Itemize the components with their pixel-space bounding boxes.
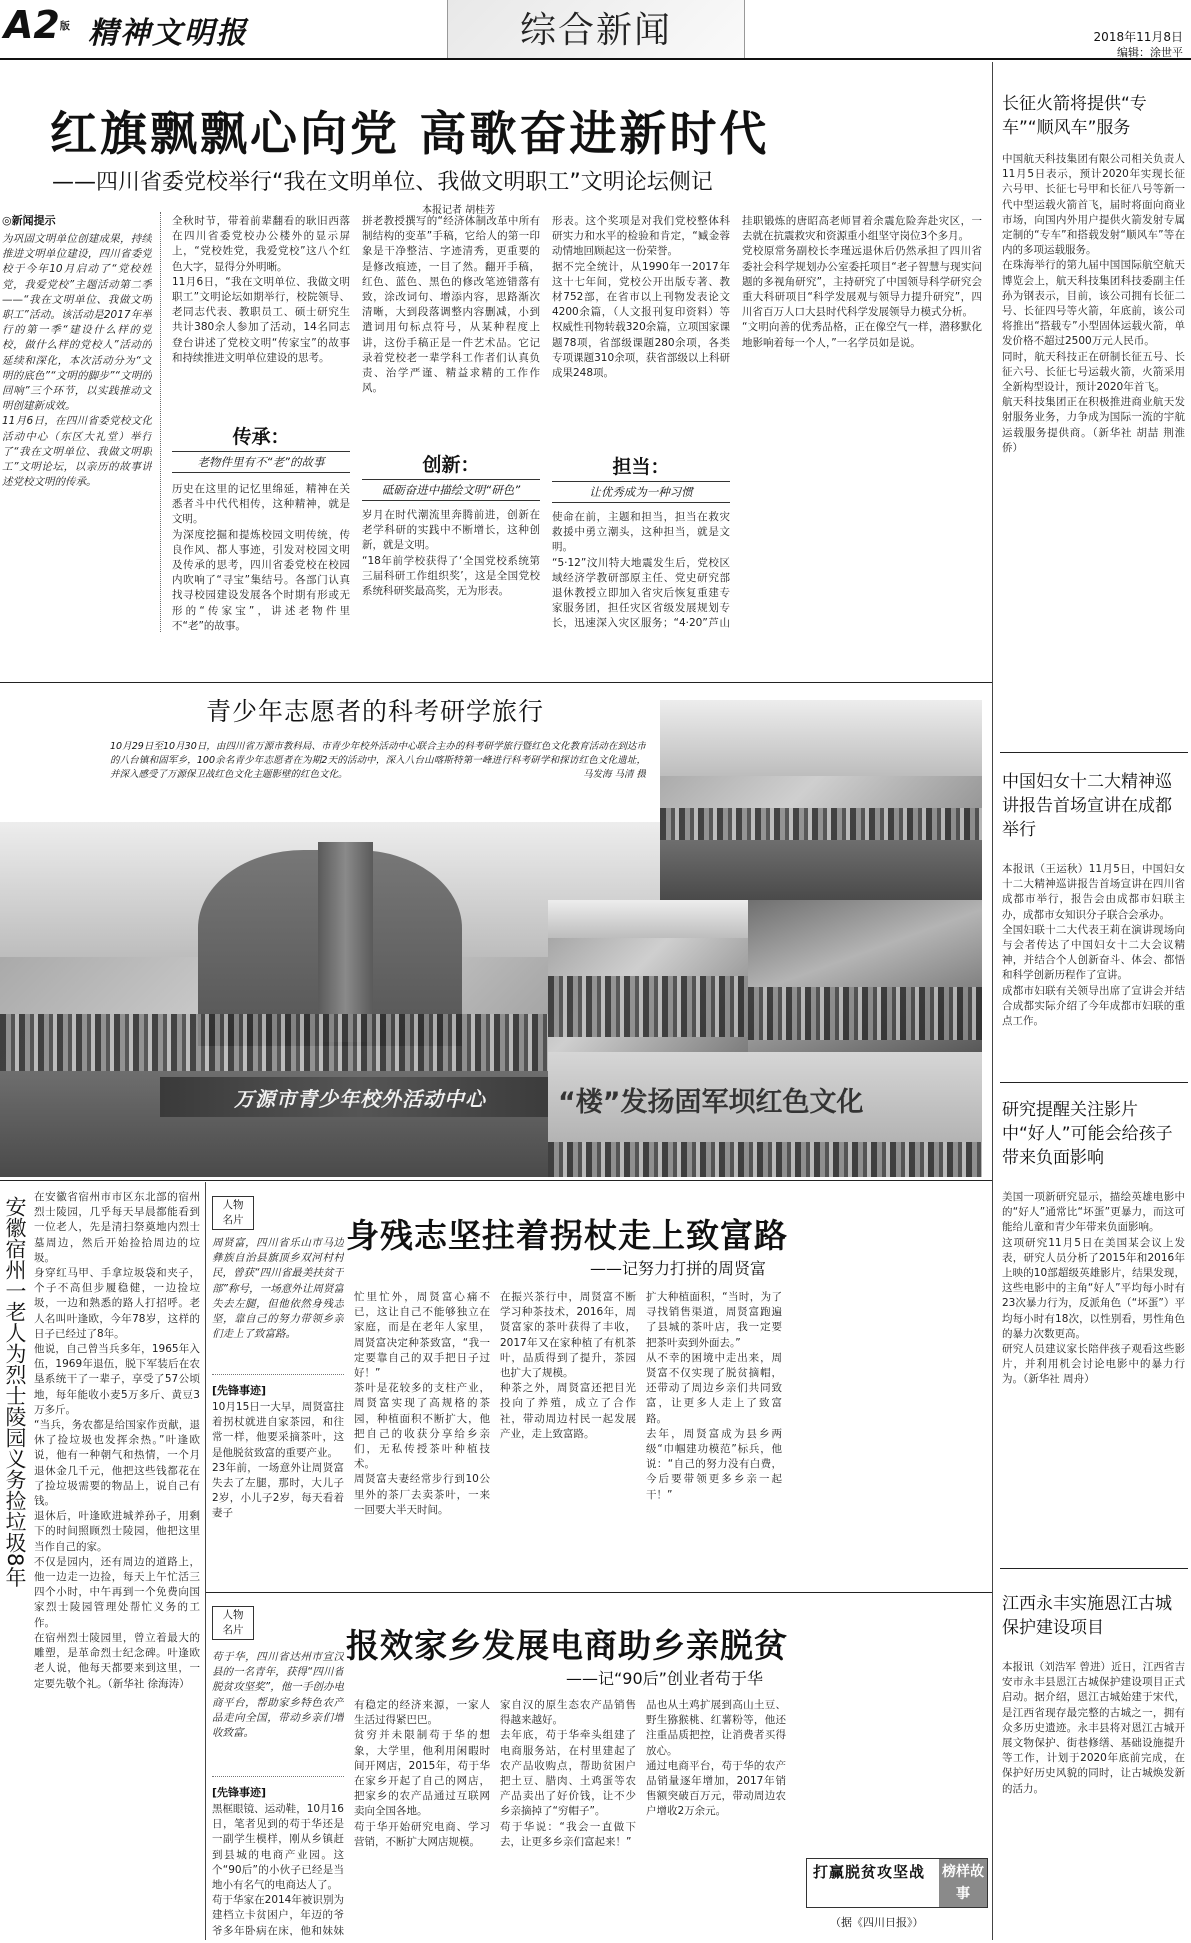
page-number: A2版 (4, 3, 70, 47)
photo-feature-bottom-rule (0, 1180, 992, 1181)
section-box (447, 0, 745, 58)
photo-feature-caption (110, 740, 646, 804)
group-banner (160, 1077, 560, 1117)
gou-source: （据《四川日报》） (830, 1916, 924, 1929)
group-banner-text: 万源市青少年校外活动中心 (234, 1086, 486, 1111)
zhou-col-2: 忙里忙外，周贤富心痛不已，这让自己不能够独立在家庭，而是在老年人家里，周贤富决定种茶致富，“我一定要靠自己的双手把日子过好！” 茶叶是花较多的支柱产业，周贤富实现了高规格的茶园，种植面积不断扩大，他把自己的收获分享给乡亲们，无私传授茶叶种植技术。 周贤富夫妻经常步行到10公里外的茶厂去卖茶叶，一来一回要大半天时间。 (354, 1291, 490, 1516)
photo-red-culture-sign (548, 1052, 982, 1177)
right-story-3-body: 美国一项新研究显示，描绘英雄电影中的“好人”通常比“坏蛋”更暴力，而这可能给儿童和青少年带来负面影响。 这项研究11月5日在美国某会议上发表，研究人员分析了2015年和2016年上映的10部超级英雄影片，结果发现，这些电影中的主角“好人”平均每小时有23次暴力行为，反派角色（“坏蛋”）平均每小时有18次，以性别看，男性角色的暴力次数更高。 研究人员建议家长陪伴孩子观看这些影片，并利用机会讨论电影中的暴力行为。（新华社 周舟） (1002, 1191, 1185, 1386)
lead-sub-3-line: 让优秀成为一种习惯 (552, 481, 730, 503)
photo-feature-title: 青少年志愿者的科考研学旅行 (206, 697, 545, 726)
zhou-subhead: ——记努力打拼的周贤富 (590, 1259, 767, 1278)
lead-col-1b: 历史在这里的记忆里绵延，精神在关悉者斗中代代相传，这种精神，就是文明。 为深度挖掘和提炼校园文明传统，传良作风、都人事迹，引发对校园文明及传承的思考，四川省委党校在校园内吹响了“寻宝”集结号。各部门认真找寻校园建设发展各个时期有形或无形的“传家宝”，讲述老物件里不“老”的故事。 (172, 483, 350, 632)
news-tip-heading: ◎新闻提示 (2, 214, 56, 227)
photo-classroom (548, 900, 748, 1052)
right-rule-3 (1000, 1568, 1188, 1569)
photo-feature-top-rule (0, 682, 992, 683)
lead-sub-1-line: 老物件里有不“老”的故事 (172, 451, 350, 473)
lead-sub-3 (552, 452, 730, 503)
gou-col-4: 品也从土鸡扩展到高山土豆、野生猕猴桃、红薯粉等，他还注重品质把控，让消费者买得放心。 通过电商平台，苟于华的农产品销量逐年增加，2017年销售额突破百万元，带动周边农户增收2万余元。 (646, 1699, 786, 1818)
lead-col-2b: 岁月在时代潮流里奔腾前进，创新在老学科研的实践中不断增长，这种创新，就是文明。 “18年前学校获得了‘全国党校系统第三届科研工作组织奖’，这是全国党校系统科研奖最高奖，无为形表。 (362, 509, 540, 598)
lead-subhead: ——四川省委党校举行“我在文明单位、我做文明职工”文明论坛侧记 (52, 170, 713, 195)
zhou-col-3: 在振兴茶行中，周贤富不断学习种茶技术，2016年，周贤富家的茶叶获得了丰收，2017年又在家种植了有机茶叶，品质得到了提升，茶园也扩大了规模。 种茶之外，周贤富还把目光投向了养殖，成立了合作社，带动周边村民一起发展产业，走上致富路。 (500, 1291, 636, 1440)
news-tip-box (0, 212, 161, 632)
paper-name: 精神文明报 (88, 16, 248, 51)
lead-col-4: 挂职锻炼的唐昭高老师冒着余震危险奔赴灾区，一去就在抗震救灾和资源重小组坚守岗位3个多月。 党校原常务副校长李瑾远退休后仍然承担了四川省委社会科学规划办公室委托项目“老子智慧与现实问题的多视角研究”，主持研究了中国领导科学研究会重大科研项目“科学发展观与领导力提升研究”，四川省百万人口大县时代科学发展领导力模式分析。 “文明向善的优秀品格，正在像空气一样，潜移默化地影响着每一个人，”一名学员如是说。 (742, 215, 982, 349)
anhui-vertical-title: 安徽宿州一老人为烈士陵园义务捡垃圾8年 (3, 1196, 27, 1588)
stamp-right-text: 榜样故事 (939, 1859, 987, 1907)
zhou-pioneer-tag: [先锋事迹] (212, 1384, 267, 1397)
news-tip-body: 为巩固文明单位创建成果，持续推进文明单位建设，四川省委党校于今年10月启动了“党校姓党，我爱党校”主题活动第二季——“我在文明单位、我做文明职工”活动。该活动是2017年举行的第一季“建设什么样的党校，做什么样的党校人”活动的延续和深化，本次活动分为“文明的底色”“文明的脚步”“文明的回响”三个环节，以实践推动文明创建新成效。 11月6日，在四川省委党校文化活动中心（东区大礼堂）举行了“我在文明单位、我做文明职工”文明论坛，以亲历的故事讲述党校文明的传承。 (2, 233, 152, 489)
anhui-divider (205, 1182, 206, 1940)
zhou-col-4: 扩大种植面积，“当时，为了寻找销售渠道，周贤富跑遍了县城的茶叶店，我一定要把茶叶卖到外面去。” 从不幸的困境中走出来，周贤富不仅实现了脱贫摘帽，还带动了周边乡亲们共同致富，让更多人走上了致富路。 去年，周贤富成为县乡两级“巾帼建功模范”标兵，他说：“自己的努力没有白费，今后要带领更多乡亲一起干！” (646, 1291, 782, 1501)
anhui-body: 在安徽省宿州市市区东北部的宿州烈士陵园，几乎每天早晨都能看到一位老人，先是清扫祭奠地内烈士墓周边，然后开始捡拾周边的垃圾。 身穿红马甲、手拿垃圾袋和夹子，个子不高但步履稳健，一边捡垃圾，一边和熟悉的路人打招呼。老人名叫叶逢欧，今年78岁，这样的日子已经过了8年。 他说，自己曾当兵多年，1965年入伍，1969年退伍，脱下军装后在农垦系统干了一辈子，享受了57公顷地，每年能收小麦5万多斤、黄豆3万多斤。 “当兵，务农都是给国家作贡献，退休了捡垃圾也发挥余热。”叶逢欧说，他有一种朝气和热情，一个月退休金几千元，他把这些钱都花在了捡垃圾需要的物品上，说自己有钱。 退休后，叶逢欧进城养孙子，用剩下的时间照顾烈士陵园，他把这里当作自己的家。 不仅是园内，还有周边的道路上，他一边走一边捡，每天上午忙活三四个小时，中午再到一个免费向国家烈士陵园管理处帮忙义务的工作。 在宿州烈士陵园里，曾立着最大的雕塑，是革命烈士纪念碑。叶逢欧老人说，他每天都要来到这里，一定要先敬个礼。（新华社 徐海涛） (34, 1191, 200, 1690)
gou-headline: 报效家乡发展电商助乡亲脱贫 (346, 1626, 788, 1665)
gou-intro: 苟于华，四川省达州市宣汉县的一名青年，获得“四川省脱贫攻坚奖”，他一手创办电商平台，帮助家乡特色农产品走向全国，带动乡亲们增收致富。 (212, 1650, 344, 1777)
masthead (0, 0, 1191, 60)
lead-sub-2 (362, 450, 540, 501)
right-story-1-title: 长征火箭将提供“专车”“顺风车”服务 (1002, 94, 1147, 138)
zhou-headline: 身残志坚拄着拐杖走上致富路 (346, 1216, 788, 1255)
right-story-4-body: 本报讯（刘浩军 曾进）近日，江西省吉安市永丰县恩江古城保护建设项目正式启动。据介绍，恩江古城始建于宋代，是江西省现存最完整的古城之一，拥有众多历史遗迹。永丰县将对恩江古城开展文物保护、街巷修缮、基础设施提升等工作，计划于2020年底前完成，在保护好历史风貌的同时，让古城焕发新的活力。 (1002, 1661, 1185, 1795)
right-rule-1 (1000, 752, 1188, 753)
photo-credit: 马发海 马清 摄 (582, 769, 646, 780)
lead-headline: 红旗飘飘心向党 高歌奋进新时代 (50, 107, 770, 162)
issue-date: 2018年11月8日 (1093, 30, 1183, 44)
right-story-4-title: 江西永丰实施恩江古城保护建设项目 (1002, 1594, 1172, 1638)
photo-caption-text: 10月29日至10月30日，由四川省万源市教科局、市青少年校外活动中心联合主办的科考研学旅行暨红色文化教育活动在到达市的八台镇和固军乡，100余名青少年志愿者在为期2天的活动中，深入八台山喀斯特第一峰进行科考研学和探访红色文化遗址，并深入感受了万源保卫战红色文化主题影壁的红色文化。 (110, 741, 646, 780)
right-story-1-body: 中国航天科技集团有限公司相关负责人11月5日表示，预计2020年实现长征六号甲、长征七号甲和长征八号等新一代中型运载火箭首飞，届时将面向商业市场，向国内外用户提供火箭发射专属定制的“专车”和搭载发射“顺风车”等在内的多项运载服务。 在珠海举行的第九届中国国际航空航天博览会上，航天科技集团科技委副主任孙为钢表示，目前，该公司拥有长征二号、长征四号等火箭，年底前，该公司将推出“搭载专”小型固体运载火箭，单发价格不超过2500万元人民币。 同时，航天科技正在研制长征五号、长征六号、长征七号运载火箭，火箭采用全新构型设计，预计2020年首飞。 航天科技集团正在积极推进商业航天发射服务业务，力争成为国际一流的宇航运载服务提供商。（新华社 胡喆 荆淮侨） (1002, 153, 1185, 454)
right-story-3-title: 研究提醒关注影片中“好人”可能会给孩子带来负面影响 (1002, 1100, 1173, 1168)
lead-byline: 本报记者 胡桂芳 (422, 205, 496, 216)
masthead-rule (0, 58, 1191, 60)
photo-hikers (660, 700, 982, 900)
lead-col-2: 拼老教授撰写的“经济体制改革中所有制结构的变革”手稿，它给人的第一印象是干净整洁、字迹清秀，更重要的是修改痕迹，一目了然。翻开手稿，红色、蓝色、黑色的修改笔迹错落有致，涂改词句、增添内容，思路渐次清晰，大到段落调整内容删减，小到遣词用句标点符号，从某种程度上讲，这份手稿正是一件艺术品。它记录着党校老一辈学科工作者们认真负责、治学严谨、精益求精的工作作风。 (362, 215, 540, 395)
photo-forest (748, 900, 982, 1052)
zhou-intro: 周贤富，四川省乐山市马边彝族自治县旗顶乡双河村村民，曾获“四川省最美扶贫干部”称号，一场意外让周贤富失去左腿，但他依然身残志坚，靠自己的努力带领乡亲们走上了致富路。 (212, 1236, 344, 1375)
poverty-campaign-stamp (806, 1858, 988, 1908)
gou-subhead: ——记“90后”创业者苟于华 (566, 1669, 763, 1688)
zhou-person-tag: 人物 名片 (212, 1196, 254, 1230)
right-story-2-title: 中国妇女十二大精神巡讲报告首场宣讲在成都举行 (1002, 772, 1172, 840)
right-story-2-body: 本报讯（王运秋）11月5日，中国妇女十二大精神巡讲报告首场宣讲在四川省成都市举行，报告会由成都市妇联主办，成都市女知识分子联合会承办。 全国妇联十二大代表王莉在演讲现场向与会者传达了中国妇女十二大会议精神，并结合个人创新奋斗、体会、都悟和科学创新历程作了宣讲。 成都市妇联有关领导出席了宣讲会并结合成都实际介绍了今年成都市妇联的重点工作。 (1002, 863, 1185, 1028)
lead-col-1: 全秋时节，带着前辈翻看的耿旧西落在四川省委党校办公楼外的显示屏上，“党校姓党，我爱党校”这八个红色大字，显得分外明晰。 11月6日，“我在文明单位、我做文明职工”文明论坛如期举行，校院领导、老同志代表、教职员工、硕士研究生共计380余人参加了活动，14名同志登台讲述了党校文明“传家宝”的故事和持续推进文明单位建设的思考。 (172, 215, 350, 364)
zhou-gou-rule (206, 1592, 992, 1593)
editor-line: 编辑：涂世平 (1117, 46, 1183, 59)
zhou-col-1: 10月15日一大早，周贤富拄着拐杖就进自家茶园，和往常一样，他要采摘茶叶，这是他脱贫致富的重要产业。 23年前，一场意外让周贤富失去了左腿，那时，大儿子2岁，小儿子2岁，每天看着妻子 (212, 1401, 344, 1520)
lead-sub-2-kicker: 创新： (422, 454, 480, 476)
lead-sub-1 (172, 422, 350, 473)
lead-sub-2-line: 砥砺奋进中描绘文明“研色” (362, 479, 540, 501)
right-rule-2 (1000, 1082, 1188, 1083)
stamp-left-text: 打赢脱贫攻坚战 (813, 1863, 926, 1881)
gou-person-tag: 人物 名片 (212, 1606, 254, 1640)
gou-col-1: 黑框眼镜、运动鞋，10月16日，笔者见到的苟于华还是一副学生模样，刚从乡镇赶到县城的电商产业园。这个“90后”的小伙子已经是当地小有名气的电商达人了。 苟于华家在2014年被识别为建档立卡贫困户，年迈的爷爷多年卧病在床，他和妹妹 (212, 1803, 344, 1936)
lead-sub-1-kicker: 传承： (232, 426, 290, 448)
right-column-divider (992, 62, 993, 1940)
lead-sub-3-kicker: 担当： (612, 456, 670, 478)
gou-col-3: 家自汉的原生态农产品销售得越来越好。 去年底，苟于华牵头组建了电商服务站，在村里建起了农产品收购点，帮助贫困户把土豆、腊肉、土鸡蛋等农产品卖出了好价钱，让不少乡亲摘掉了“穷帽子”。 苟于华说：“我会一直做下去，让更多乡亲们富起来！” (500, 1699, 636, 1848)
monument (318, 842, 373, 1042)
gou-pioneer-tag: [先锋事迹] (212, 1786, 267, 1799)
gou-col-2: 有稳定的经济来源，一家人生活过得紧巴巴。 贫穷并未限制苟于华的想象，大学里，他利用闲暇时间开网店，2015年，苟于华在家乡开起了自己的网店，把家乡的农产品通过互联网卖向全国各地。 苟于华开始研究电商、学习营销，不断扩大网店规模。 (354, 1699, 490, 1848)
lead-col-3b: 使命在前，主题和担当，担当在救灾救援中勇立潮头，这种担当，就是文明。 “5·12”汶川特大地震发生后，党校区域经济学教研部原主任、党史研究部退休教授立即加入省灾后恢复重建专家服务团，担任灾区省级发展规划专长，迅速深入灾区服务；“4·20”芦山 (552, 511, 730, 630)
lead-col-3: 形表。这个奖项是对我们党校整体科研实力和水平的检验和肯定，“臧金蓉动情地回顾起这一份荣誉。 据不完全统计，从1990年一2017年这十七年间，党校公开出版专著、教材752部，在省市以上刊物发表论文4200余篇，（人文报刊复印资料）等权威性刊物转载320余篇，立项国家课题78项，省部级课题280余项，各类专项课题310余项，获省部级以上科研成果248项。 (552, 215, 730, 380)
section-title: 综合新闻 (519, 10, 672, 51)
red-culture-sign-text: “楼”发扬固军坝红色文化 (558, 1087, 864, 1118)
